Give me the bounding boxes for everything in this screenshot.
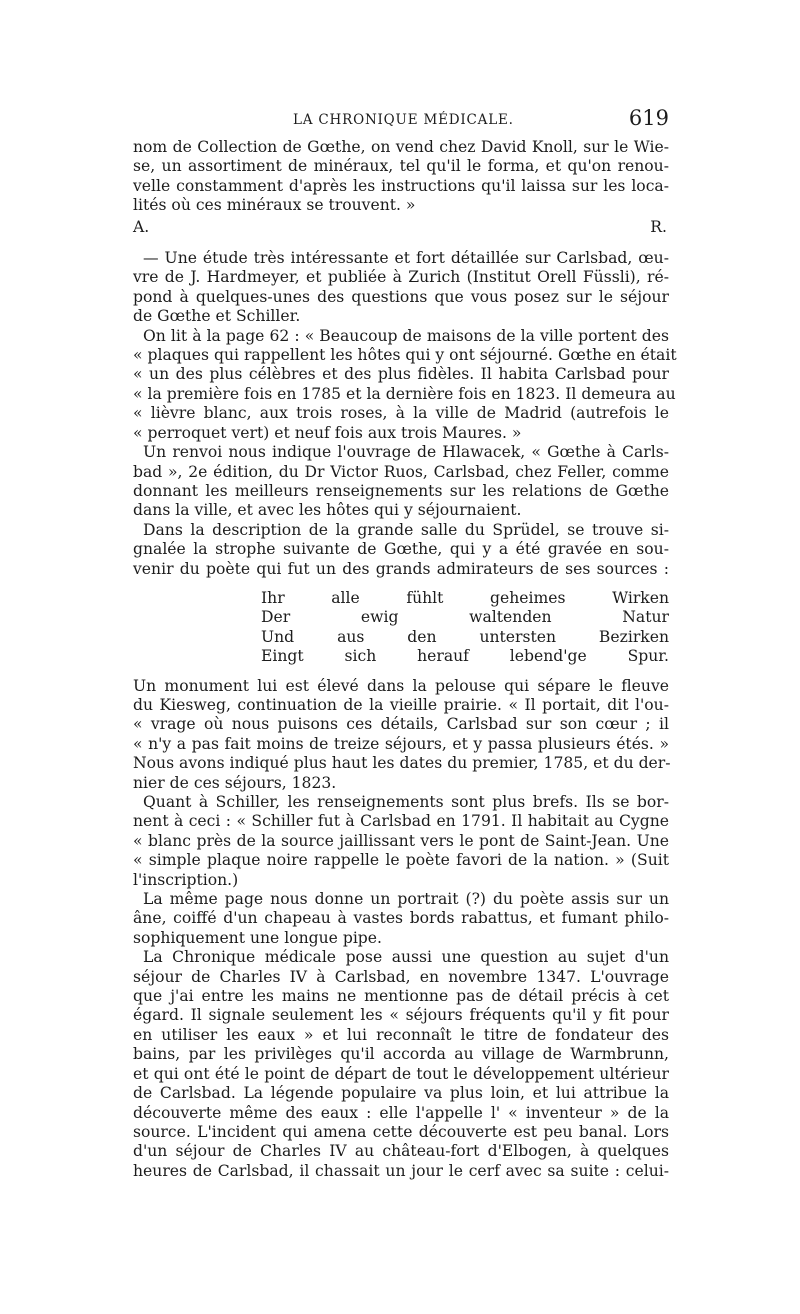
text-line: « un des plus célèbres et des plus fidèles. Il habita Carlsbad pour (133, 365, 669, 384)
text-line: d'un séjour de Charles IV au château-fort d'Elbogen, à quelques (133, 1142, 669, 1161)
text-line: bains, par les privilèges qu'il accorda au village de Warmbrunn, (133, 1045, 669, 1064)
text-line: Un monument lui est élevé dans la pelouse qui sépare le fleuve (133, 676, 669, 695)
text-line: — Une étude très intéressante et fort détaillée sur Carlsbad, œu- (143, 249, 669, 268)
text-line: « vrage où nous puisons ces détails, Carlsbad sur son cœur ; il (133, 715, 669, 734)
text-line: bad », 2e édition, du Dr Victor Ruos, Carlsbad, chez Feller, comme (133, 462, 669, 481)
text-line: La même page nous donne un portrait (?) du poète assis sur un (143, 890, 669, 909)
text-line: « plaques qui rappellent les hôtes qui y ont séjourné. Gœthe en était (133, 346, 677, 365)
paragraph-mineral-collection (133, 138, 669, 237)
text-line: velle constamment d'après les instructions qu'il laissa sur les loca- (133, 176, 669, 195)
text-line: séjour de Charles IV à Carlsbad, en novembre 1347. L'ouvrage (133, 967, 669, 986)
text-line: dans la ville, et avec les hôtes qui y séjournaient. (133, 501, 522, 520)
text-line: âne, coiffé d'un chapeau à vastes bords rabattus, et fumant philo- (133, 909, 669, 928)
page-number: 619 (628, 106, 669, 130)
paragraph-carlsbad-study (133, 249, 677, 579)
text-line: lités où ces minéraux se trouvent. » (133, 196, 416, 215)
text-line: sophiquement une longue pipe. (133, 928, 382, 947)
text-line: Nous avons indiqué plus haut les dates du premier, 1785, et du der- (133, 754, 671, 773)
text-line: nom de Collection de Gœthe, on vend chez David Knoll, sur le Wie- (133, 138, 669, 156)
text-line: de Gœthe et Schiller. (133, 307, 301, 326)
text-line: « blanc près de la source jaillissant vers le pont de Saint-Jean. Une (133, 831, 669, 850)
text-line: l'inscription.) (133, 870, 239, 889)
text-line: « perroquet vert) et neuf fois aux trois Maures. » (133, 423, 522, 442)
paragraph-gap (133, 237, 669, 249)
goethe-poem (261, 589, 669, 667)
text-line: nent à ceci : « Schiller fut à Carlsbad en 1791. Il habitait au Cygne (133, 812, 669, 831)
text-line: vre de J. Hardmeyer, et publiée à Zurich (Institut Orell Füssli), ré- (133, 268, 669, 287)
text-line: « simple plaque noire rappelle le poète favori de la nation. » (Suit (133, 851, 669, 870)
poem-line: Und aus den untersten Bezirken (261, 627, 669, 646)
paragraph-monument-schiller-charles (133, 677, 669, 1182)
text-line: venir du poète qui fut un des grands admirateurs de ses sources : (133, 559, 669, 578)
text-line: « lièvre blanc, aux trois roses, à la ville de Madrid (autrefois le (133, 404, 669, 423)
text-line: Un renvoi nous indique l'ouvrage de Hlawacek, « Gœthe à Carls- (143, 443, 669, 462)
text-line: source. L'incident qui amena cette découverte est peu banal. Lors (133, 1122, 669, 1141)
text-line: du Kiesweg, continuation de la vieille prairie. « Il portait, dit l'ou- (133, 695, 669, 714)
page-header (133, 104, 669, 138)
text-line: Dans la description de la grande salle du Sprüdel, se trouve si- (143, 520, 669, 539)
poem-line: Eingt sich herauf lebend'ge Spur. (261, 647, 669, 666)
text-line: que j'ai entre les mains ne mentionne pas de détail précis à cet (133, 987, 669, 1006)
text-line: « n'y a pas fait moins de treize séjours, et y passa plusieurs étés. » (133, 734, 669, 753)
document-page (133, 104, 677, 1181)
text-line: donnant les meilleurs renseignements sur les relations de Gœthe (133, 481, 669, 500)
poem-line: Der ewig waltenden Natur (261, 608, 669, 627)
text-line: et qui ont été le point de départ de tout le développement ultérieur (133, 1064, 669, 1083)
text-line: découverte même des eaux : elle l'appelle l' « inventeur » de la (133, 1103, 669, 1122)
text-line: en utiliser les eaux » et lui reconnaît le titre de fondateur des (133, 1025, 669, 1044)
text-line: de Carlsbad. La légende populaire va plus loin, et lui attribue la (133, 1084, 669, 1103)
text-line: se, un assortiment de minéraux, tel qu'il le forma, et qu'on renou- (133, 157, 669, 176)
text-line: « la première fois en 1785 et la dernière fois en 1823. Il demeura au (133, 384, 676, 403)
poem-line: Ihr alle fühlt geheimes Wirken (261, 588, 669, 607)
text-line: gnalée la strophe suivante de Gœthe, qui y a été gravée en sou- (133, 540, 669, 559)
text-line: pond à quelques-unes des questions que vous posez sur le séjour (133, 287, 669, 306)
text-line: On lit à la page 62 : « Beaucoup de maisons de la ville portent des (143, 326, 669, 345)
text-line: heures de Carlsbad, il chassait un jour le cerf avec sa suite : celui- (133, 1161, 669, 1180)
text-line: égard. Il signale seulement les « séjours fréquents qu'il y fit pour (133, 1006, 669, 1025)
text-line: nier de ces séjours, 1823. (133, 773, 337, 792)
running-title: LA CHRONIQUE MÉDICALE. (293, 112, 514, 128)
text-line: La Chronique médicale pose aussi une question au sujet d'un (143, 948, 669, 967)
body-text (133, 138, 677, 1181)
text-line: Quant à Schiller, les renseignements sont plus brefs. Ils se bor- (143, 793, 669, 811)
author-signature: A. R. (133, 217, 667, 236)
